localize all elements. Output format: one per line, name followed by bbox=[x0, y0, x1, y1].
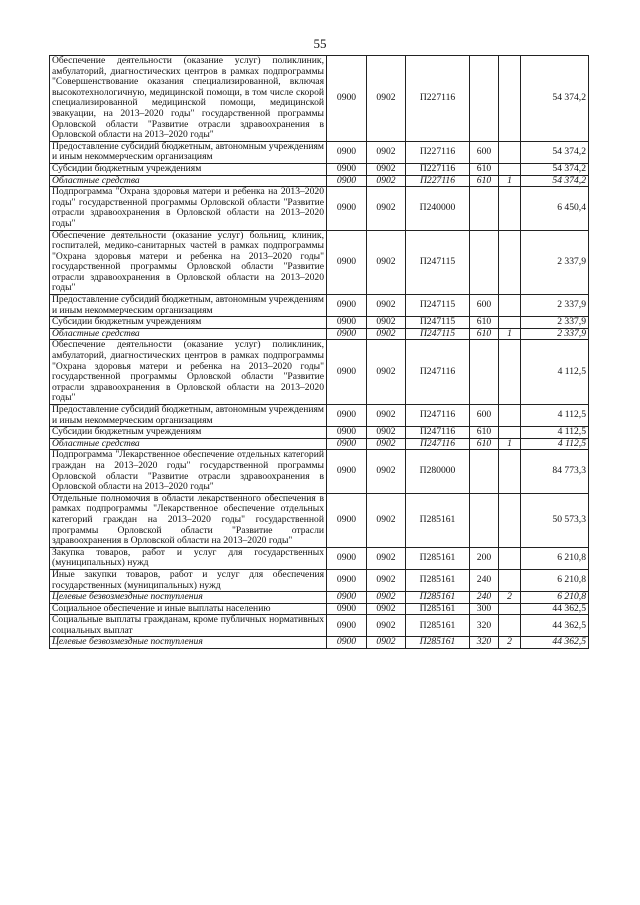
amount-value: 50 573,3 bbox=[521, 493, 589, 547]
expense-type-code: 610 bbox=[470, 317, 499, 329]
target-article-code: П285161 bbox=[406, 592, 470, 604]
amount-value: 6 210,8 bbox=[521, 547, 589, 569]
dept-code: 0900 bbox=[327, 450, 367, 493]
target-article-code: П285161 bbox=[406, 603, 470, 615]
expense-type-code: 320 bbox=[470, 615, 499, 637]
funding-source-code: 2 bbox=[499, 592, 521, 604]
section-code: 0902 bbox=[367, 230, 406, 295]
section-code: 0902 bbox=[367, 163, 406, 175]
target-article-code: П247116 bbox=[406, 340, 470, 405]
funding-source-code bbox=[499, 295, 521, 317]
target-article-code: П247115 bbox=[406, 328, 470, 340]
amount-value: 2 337,9 bbox=[521, 295, 589, 317]
amount-value: 2 337,9 bbox=[521, 317, 589, 329]
target-article-code: П285161 bbox=[406, 547, 470, 569]
funding-source-code bbox=[499, 56, 521, 142]
table-row bbox=[50, 163, 589, 175]
row-name: Целевые безвозмездные поступления bbox=[50, 637, 327, 649]
table-row bbox=[50, 340, 589, 405]
row-name: Обеспечение деятельности (оказание услуг) поликлиник, амбулаторий, диагностических центров в рамках подпрограммы "Совершенствование оказания специализированной, включая высокотехнологичную, медицинской помощи, в том числе скорой специализированной медицинской помощи, медицинской эвакуации, на 2013–2020 годы" государственной программы Орловской области "Развитие отрасли здравоохранения в Орловской области на 2013–2020 годы" bbox=[50, 56, 327, 142]
page-number: 55 bbox=[313, 36, 327, 51]
expense-type-code bbox=[470, 493, 499, 547]
funding-source-code: 2 bbox=[499, 637, 521, 649]
row-name: Отдельные полномочия в области лекарственного обеспечения в рамках подпрограммы "Лекарственное обеспечение отдельных категорий граждан на 2013–2020 годы" государственной программы Орловской области "Развитие отрасли здравоохранения в Орловской области на 2013–2020 годы" bbox=[50, 493, 327, 547]
row-name: Субсидии бюджетным учреждениям bbox=[50, 317, 327, 329]
amount-value: 2 337,9 bbox=[521, 328, 589, 340]
target-article-code: П247115 bbox=[406, 230, 470, 295]
funding-source-code bbox=[499, 163, 521, 175]
amount-value: 4 112,5 bbox=[521, 340, 589, 405]
dept-code: 0900 bbox=[327, 427, 367, 439]
dept-code: 0900 bbox=[327, 405, 367, 427]
expense-type-code bbox=[470, 187, 499, 230]
amount-value: 4 112,5 bbox=[521, 438, 589, 450]
row-name: Областные средства bbox=[50, 438, 327, 450]
funding-source-code: 1 bbox=[499, 438, 521, 450]
table-row bbox=[50, 230, 589, 295]
funding-source-code bbox=[499, 141, 521, 163]
funding-source-code bbox=[499, 450, 521, 493]
section-code: 0902 bbox=[367, 175, 406, 187]
section-code: 0902 bbox=[367, 493, 406, 547]
funding-source-code bbox=[499, 615, 521, 637]
row-name: Обеспечение деятельности (оказание услуг) больниц, клиник, госпиталей, медико-санитарных частей в рамках подпрограммы "Охрана здоровья матери и ребенка на 2013–2020 годы" государственной программы Орловской области "Развитие отрасли здравоохранения в Орловской области на 2013–2020 годы" bbox=[50, 230, 327, 295]
row-name: Субсидии бюджетным учреждениям bbox=[50, 427, 327, 439]
amount-value: 6 210,8 bbox=[521, 569, 589, 591]
funding-source-code bbox=[499, 569, 521, 591]
table-row bbox=[50, 427, 589, 439]
target-article-code: П285161 bbox=[406, 615, 470, 637]
section-code: 0902 bbox=[367, 438, 406, 450]
amount-value: 44 362,5 bbox=[521, 637, 589, 649]
section-code: 0902 bbox=[367, 141, 406, 163]
dept-code: 0900 bbox=[327, 569, 367, 591]
expense-type-code: 300 bbox=[470, 603, 499, 615]
table-row bbox=[50, 592, 589, 604]
target-article-code: П280000 bbox=[406, 450, 470, 493]
section-code: 0902 bbox=[367, 295, 406, 317]
dept-code: 0900 bbox=[327, 141, 367, 163]
funding-source-code: 1 bbox=[499, 328, 521, 340]
target-article-code: П285161 bbox=[406, 637, 470, 649]
row-name: Подпрограмма "Лекарственное обеспечение отдельных категорий граждан на 2013–2020 годы" государственной программы Орловской области "Развитие отрасли здравоохранения в Орловской области на 2013–2020 годы" bbox=[50, 450, 327, 493]
funding-source-code bbox=[499, 547, 521, 569]
target-article-code: П247116 bbox=[406, 427, 470, 439]
row-name: Иные закупки товаров, работ и услуг для обеспечения государственных (муниципальных) нужд bbox=[50, 569, 327, 591]
table-row bbox=[50, 141, 589, 163]
target-article-code: П227116 bbox=[406, 163, 470, 175]
dept-code: 0900 bbox=[327, 295, 367, 317]
table-row bbox=[50, 603, 589, 615]
expense-type-code bbox=[470, 340, 499, 405]
table-row bbox=[50, 175, 589, 187]
expense-type-code: 200 bbox=[470, 547, 499, 569]
expense-type-code: 610 bbox=[470, 175, 499, 187]
amount-value: 54 374,2 bbox=[521, 141, 589, 163]
section-code: 0902 bbox=[367, 603, 406, 615]
target-article-code: П227116 bbox=[406, 56, 470, 142]
row-name: Обеспечение деятельности (оказание услуг) поликлиник, амбулаторий, диагностических центров в рамках подпрограммы "Охрана здоровья матери и ребенка на 2013–2020 годы" государственной программы Орловской области "Развитие отрасли здравоохранения в Орловской области на 2013–2020 годы" bbox=[50, 340, 327, 405]
amount-value: 54 374,2 bbox=[521, 163, 589, 175]
expense-type-code: 240 bbox=[470, 592, 499, 604]
dept-code: 0900 bbox=[327, 187, 367, 230]
row-name: Социальное обеспечение и иные выплаты населению bbox=[50, 603, 327, 615]
amount-value: 54 374,2 bbox=[521, 175, 589, 187]
table-row bbox=[50, 56, 589, 142]
table-row bbox=[50, 569, 589, 591]
table-row bbox=[50, 438, 589, 450]
section-code: 0902 bbox=[367, 317, 406, 329]
target-article-code: П285161 bbox=[406, 493, 470, 547]
target-article-code: П240000 bbox=[406, 187, 470, 230]
dept-code: 0900 bbox=[327, 163, 367, 175]
table-row bbox=[50, 547, 589, 569]
table-row bbox=[50, 328, 589, 340]
section-code: 0902 bbox=[367, 405, 406, 427]
amount-value: 4 112,5 bbox=[521, 427, 589, 439]
expense-type-code: 600 bbox=[470, 141, 499, 163]
table-row bbox=[50, 450, 589, 493]
amount-value: 6 450,4 bbox=[521, 187, 589, 230]
row-name: Областные средства bbox=[50, 328, 327, 340]
row-name: Предоставление субсидий бюджетным, автономным учреждениям и иным некоммерческим организациям bbox=[50, 405, 327, 427]
funding-source-code bbox=[499, 493, 521, 547]
table-row bbox=[50, 187, 589, 230]
section-code: 0902 bbox=[367, 340, 406, 405]
target-article-code: П247115 bbox=[406, 295, 470, 317]
section-code: 0902 bbox=[367, 547, 406, 569]
table-row bbox=[50, 295, 589, 317]
section-code: 0902 bbox=[367, 187, 406, 230]
table-row bbox=[50, 317, 589, 329]
expense-type-code: 600 bbox=[470, 295, 499, 317]
expense-type-code: 610 bbox=[470, 427, 499, 439]
section-code: 0902 bbox=[367, 450, 406, 493]
dept-code: 0900 bbox=[327, 317, 367, 329]
table-body bbox=[50, 56, 589, 649]
section-code: 0902 bbox=[367, 56, 406, 142]
expense-type-code: 320 bbox=[470, 637, 499, 649]
dept-code: 0900 bbox=[327, 230, 367, 295]
funding-source-code bbox=[499, 427, 521, 439]
expense-type-code: 240 bbox=[470, 569, 499, 591]
dept-code: 0900 bbox=[327, 328, 367, 340]
expense-type-code bbox=[470, 450, 499, 493]
section-code: 0902 bbox=[367, 592, 406, 604]
row-name: Предоставление субсидий бюджетным, автономным учреждениям и иным некоммерческим организациям bbox=[50, 141, 327, 163]
table-row bbox=[50, 493, 589, 547]
funding-source-code bbox=[499, 603, 521, 615]
funding-source-code: 1 bbox=[499, 175, 521, 187]
target-article-code: П227116 bbox=[406, 141, 470, 163]
expense-type-code bbox=[470, 56, 499, 142]
target-article-code: П227116 bbox=[406, 175, 470, 187]
target-article-code: П285161 bbox=[406, 569, 470, 591]
dept-code: 0900 bbox=[327, 637, 367, 649]
dept-code: 0900 bbox=[327, 493, 367, 547]
target-article-code: П247116 bbox=[406, 438, 470, 450]
amount-value: 2 337,9 bbox=[521, 230, 589, 295]
dept-code: 0900 bbox=[327, 592, 367, 604]
section-code: 0902 bbox=[367, 328, 406, 340]
dept-code: 0900 bbox=[327, 547, 367, 569]
target-article-code: П247115 bbox=[406, 317, 470, 329]
table-row bbox=[50, 637, 589, 649]
funding-source-code bbox=[499, 187, 521, 230]
row-name: Подпрограмма "Охрана здоровья матери и ребенка на 2013–2020 годы" государственной программы Орловской области "Развитие отрасли здравоохранения в Орловской области на 2013–2020 годы" bbox=[50, 187, 327, 230]
expense-type-code: 610 bbox=[470, 328, 499, 340]
section-code: 0902 bbox=[367, 569, 406, 591]
expense-type-code: 610 bbox=[470, 163, 499, 175]
dept-code: 0900 bbox=[327, 56, 367, 142]
funding-source-code bbox=[499, 317, 521, 329]
dept-code: 0900 bbox=[327, 603, 367, 615]
dept-code: 0900 bbox=[327, 175, 367, 187]
expense-type-code: 600 bbox=[470, 405, 499, 427]
dept-code: 0900 bbox=[327, 615, 367, 637]
row-name: Закупка товаров, работ и услуг для государственных (муниципальных) нужд bbox=[50, 547, 327, 569]
amount-value: 6 210,8 bbox=[521, 592, 589, 604]
row-name: Целевые безвозмездные поступления bbox=[50, 592, 327, 604]
amount-value: 44 362,5 bbox=[521, 615, 589, 637]
amount-value: 44 362,5 bbox=[521, 603, 589, 615]
expense-type-code: 610 bbox=[470, 438, 499, 450]
expense-type-code bbox=[470, 230, 499, 295]
row-name: Областные средства bbox=[50, 175, 327, 187]
row-name: Субсидии бюджетным учреждениям bbox=[50, 163, 327, 175]
table-row bbox=[50, 405, 589, 427]
section-code: 0902 bbox=[367, 637, 406, 649]
section-code: 0902 bbox=[367, 427, 406, 439]
section-code: 0902 bbox=[367, 615, 406, 637]
row-name: Социальные выплаты гражданам, кроме публичных нормативных социальных выплат bbox=[50, 615, 327, 637]
funding-source-code bbox=[499, 340, 521, 405]
amount-value: 4 112,5 bbox=[521, 405, 589, 427]
funding-source-code bbox=[499, 405, 521, 427]
funding-source-code bbox=[499, 230, 521, 295]
amount-value: 54 374,2 bbox=[521, 56, 589, 142]
target-article-code: П247116 bbox=[406, 405, 470, 427]
amount-value: 84 773,3 bbox=[521, 450, 589, 493]
budget-table bbox=[49, 55, 589, 649]
dept-code: 0900 bbox=[327, 438, 367, 450]
dept-code: 0900 bbox=[327, 340, 367, 405]
row-name: Предоставление субсидий бюджетным, автономным учреждениям и иным некоммерческим организациям bbox=[50, 295, 327, 317]
table-row bbox=[50, 615, 589, 637]
